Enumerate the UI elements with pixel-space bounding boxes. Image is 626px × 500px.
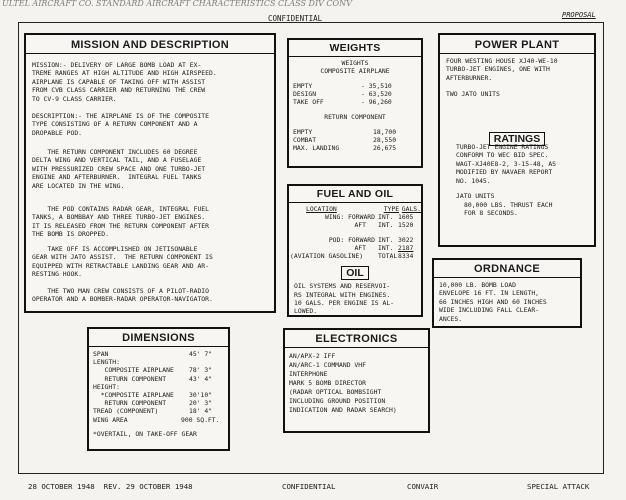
power-plant-text: FOUR WESTING HOUSE XJ40-WE-10 TURBO-JET ENGINES, ONE WITH AFTERBURNER. [446,57,558,82]
header-confidential: CONFIDENTIAL [268,14,323,23]
weight-row: MAX. LANDING 26,675 [293,144,397,153]
jato-units-text: 80,000 LBS. THRUST EACH FOR 8 SECONDS. [464,201,553,218]
footer-company: CONVAIR [407,482,439,491]
weights-composite-label: COMPOSITE AIRPLANE [320,67,390,76]
dimension-row: LENGTH: [93,358,120,367]
fuel-row: POD: FORWARD INT. 3022 [328,235,414,244]
takeoff-text: TAKE OFF IS ACCOMPLISHED ON JETISONABLE GEAR WITH JATO ASSIST. THE RETURN COMPONENT IS EQUIPPED WITH RETRACTABLE LANDING GEAR AND AR- RESTING HOOK. [32,245,213,279]
dimensions-title: DIMENSIONS [89,329,228,347]
weight-row: COMBAT 28,550 [293,136,397,145]
dimension-row: TREAD (COMPONENT) 18' 4" [93,407,213,416]
ordnance-text: 10,000 LB. BOMB LOAD ENVELOPE 16 FT. IN LENGTH, 66 INCHES HIGH AND 60 INCHES WIDE INCLUDING FALL CLEAR- ANCES. [439,281,547,323]
footer-type: SPECIAL ATTACK [527,482,590,491]
mission-title: MISSION AND DESCRIPTION [26,35,274,54]
fuel-oil-box [287,184,423,317]
dimension-row: *COMPOSITE AIRPLANE 30'10" [93,391,213,400]
electronics-text: AN/APX-2 IFF AN/ARC-1 COMMAND VHF INTERPHONE MARK 5 BOMB DIRECTOR (RADAR OPTICAL BOMBSIGHT INCLUDING GROUND POSITION INDICATION AND RADAR SEARCH) [289,352,397,414]
power-plant-box [438,33,596,247]
dimensions-note: *OVERTAIL, ON TAKE-OFF GEAR [93,429,197,438]
fuel-row: AFT INT. 2187 [354,243,414,252]
weights-title: WEIGHTS [289,40,421,57]
weight-row: TAKE OFF - 96,260 [293,98,392,107]
dimension-row: WING AREA 900 SQ.FT. [93,415,220,424]
dimension-row: SPAN 45' 7" [93,350,213,358]
return-component-title: RETURN COMPONENT [324,113,386,122]
dimensions-box [87,327,230,451]
power-plant-title: POWER PLANT [440,35,594,54]
weights-box [287,38,423,168]
fuel-row-total: (AVIATION GASOLINE) TOTAL 8334 [290,252,414,261]
electronics-title: ELECTRONICS [285,330,428,348]
return-component-text: THE RETURN COMPONENT INCLUDES 60 DEGREE DELTA WING AND VERTICAL TAIL, AND A FUSELAGE WITH PRESSURIZED CREW SPACE AND ONE TURBO-JET ENGINE AND AFTERBURNER. INTEGRAL FUEL TANKS ARE LOCATED IN THE WING. [32,148,206,190]
pod-text: THE POD CONTAINS RADAR GEAR, INTEGRAL FUEL TANKS, A BOMBBAY AND THREE TURBO-JET ENGINES. IT IS RELEASED FROM THE RETURN COMPONENT AFTER THE BOMB IS DROPPED. [32,205,209,239]
oil-title: OIL [341,266,369,280]
weights-subtitle: WEIGHTS [341,59,369,67]
dimension-row: HEIGHT: [93,382,120,391]
weight-row: EMPTY 18,700 [293,127,397,136]
dimension-row: RETURN COMPONENT 20' 3" [93,399,213,408]
crew-text: THE TWO MAN CREW CONSISTS OF A PILOT-RADIO OPERATOR AND A BOMBER-RADAR OPERATOR-NAVIGATOR. [32,287,213,304]
jato-units-label: JATO UNITS [456,192,495,200]
footer-confidential: CONFIDENTIAL [282,482,336,491]
fuel-table-header: LOCATION TYPE GALS. [306,205,421,213]
top-handwritten-note: ULTEL AIRCRAFT CO. STANDARD AIRCRAFT CHARACTERISTICS CLASS DIV CONV [2,0,352,8]
weight-row: DESIGN - 63,520 [293,90,392,99]
dimension-row: RETURN COMPONENT 43' 4" [93,374,213,383]
ratings-title: RATINGS [489,132,545,146]
footer-date: 28 OCTOBER 1948 REV. 29 OCTOBER 1948 [28,482,193,491]
fuel-row: AFT INT. 1520 [354,221,414,230]
fuel-oil-title: FUEL AND OIL [289,186,421,203]
ratings-text: TURBO-JET ENGINE RATINGS CONFORM TO WEC BID SPEC. WAGT-XJ40E8-2, 3-15-48, AS MODIFIED BY NAVAER REPORT NO. 1045. [456,143,557,185]
ordnance-title: ORDNANCE [434,260,580,278]
electronics-box [283,328,430,433]
mission-text: MISSION:- DELIVERY OF LARGE BOMB LOAD AT EX- TREME RANGES AT HIGH ALTITUDE AND HIGH AIRSPEED. AIRPLANE IS CAPABLE OF TAKING OFF WITH ASSIST FROM CVB CLASS CARRIER AND RETURNING THE CREW TO CV-9 CLASS CARRIER. [32,61,217,103]
weight-row: EMPTY - 35,510 [293,81,392,90]
description-text: DESCRIPTION:- THE AIRPLANE IS OF THE COMPOSITE TYPE CONSISTING OF A RETURN COMPONENT AND A DROPABLE POD. [32,112,209,137]
mission-box [24,33,276,313]
ordnance-box [432,258,582,328]
header-proposal: PROPOSAL [562,11,596,19]
dimension-row: COMPOSITE AIRPLANE 78' 3" [93,366,213,375]
jato-count: TWO JATO UNITS [446,90,500,98]
oil-text: OIL SYSTEMS AND RESERVOI- RS INTEGRAL WITH ENGINES. 10 GALS. PER ENGINE IS AL- LOWED. [294,282,395,316]
fuel-row: WING: FORWARD INT. 1605 [324,213,414,222]
